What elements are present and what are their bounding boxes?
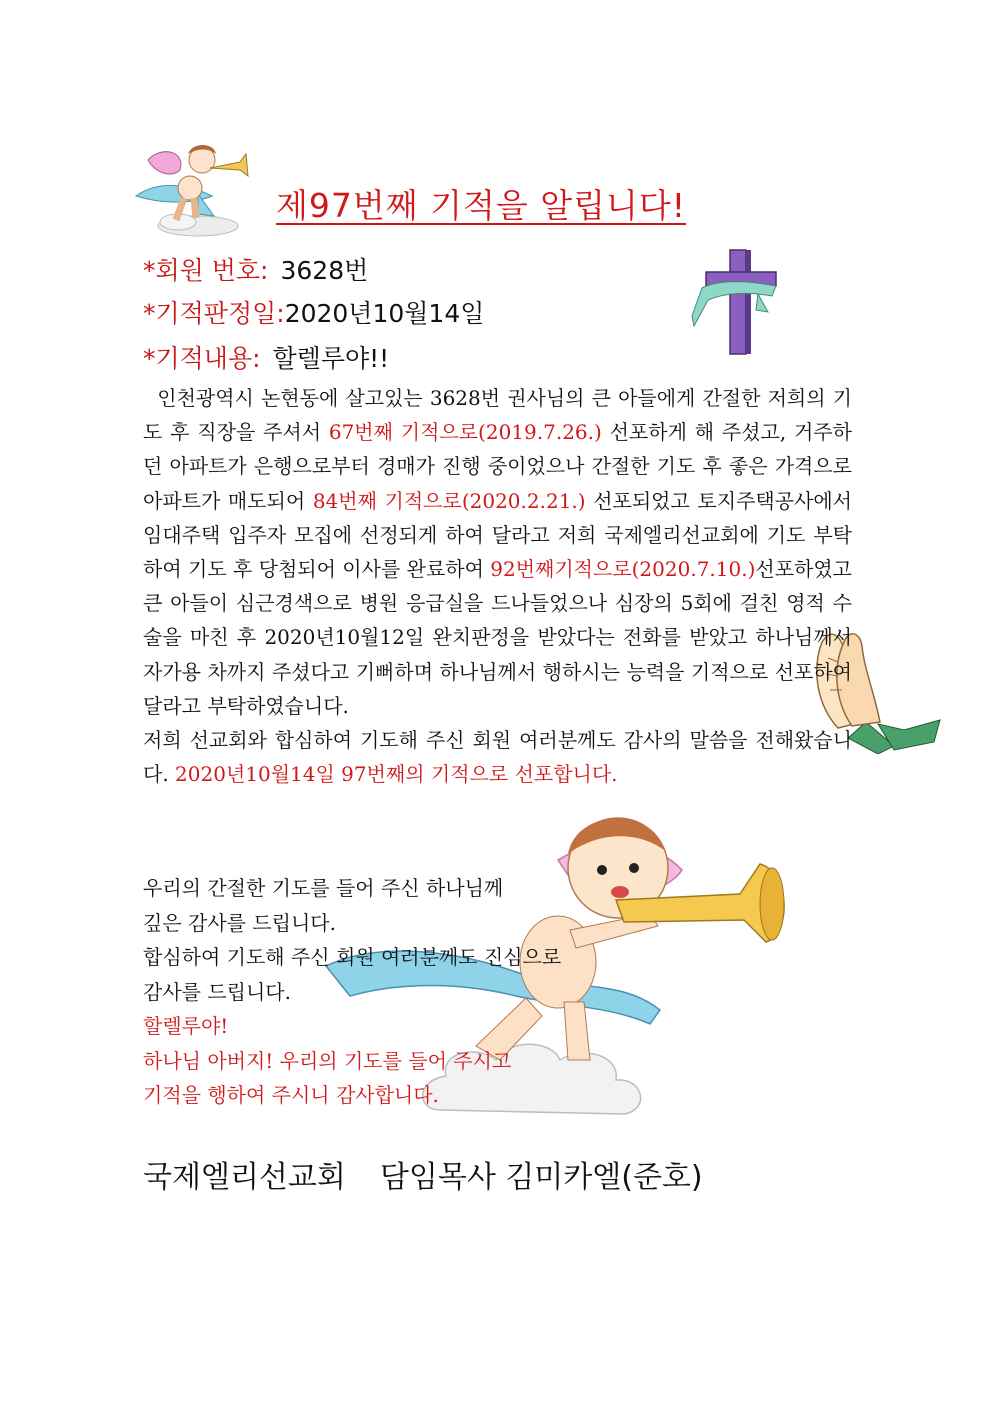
miracle-date-value: 2020년10월14일 xyxy=(284,299,485,328)
member-number-label: *회원 번호: xyxy=(143,256,269,285)
miracle-date-label: *기적판정일: xyxy=(143,299,285,328)
small-angel-icon xyxy=(128,140,250,240)
testimony-body xyxy=(143,381,852,791)
miracle-reference-92: 92번째기적으로(2020.7.10.) xyxy=(490,557,756,582)
miracle-reference-67: 67번째 기적으로(2019.7.26.) xyxy=(328,420,602,445)
organization-name: 국제엘리선교회 xyxy=(143,1160,346,1195)
signature xyxy=(143,1152,703,1196)
body-text: 선포하였고 큰 아들이 심근경색으로 병원 응급실을 드나들었으나 심장의 5회에 걸친 영적 수술을 마친 후 2020년10월12일 완치판정을 받았다는 전화를 받았고 하나님께서 자가용 차까지 주셨다고 기뻐하며 하나님께서 행하시는 능력을 기적으로 선포하여 달라고 부탁하였습니다. xyxy=(143,557,852,718)
member-number-value: 3628번 xyxy=(280,256,369,285)
hallelujah-line: 할렐루야! xyxy=(143,1014,229,1038)
body-text: 인천광역시 논현동에 살고있는 3628번 권사님의 큰 아들에게 간절한 저희의 기도 후 직장을 주셔서 xyxy=(143,386,853,445)
body-text: 선포되었고 토지주택공사에서 임대주택 입주자 모집에 선정되게 하여 달라고 저희 국제엘리선교회에 기도 부탁하여 기도 후 당첨되어 이사를 완료하여 xyxy=(143,488,852,582)
member-number-row xyxy=(143,251,368,287)
body-text: 저희 선교회와 합심하여 기도해 주신 회원 여러분께도 감사의 말씀을 전해왔습니다. xyxy=(143,728,852,787)
thanks-line: 합심하여 기도해 주신 회원 여러분께도 진심으로 xyxy=(143,945,562,969)
page-title: 제97번째 기적을 알립니다! xyxy=(276,186,686,225)
miracle-content-value: 할렐루야!! xyxy=(272,344,390,373)
cross-icon xyxy=(688,246,790,358)
thanks-line: 깊은 감사를 드립니다. xyxy=(143,910,336,935)
thanks-block xyxy=(143,871,561,1113)
miracle-reference-84: 84번째 기적으로(2020.2.21.) xyxy=(312,488,586,513)
miracle-content-label: *기적내용: xyxy=(143,344,261,373)
body-text: 선포하게 해 주셨고, 거주하던 아파트가 은행으로부터 경매가 진행 중이었으나 간절한 기도 후 좋은 가격으로 아파트가 매도되어 xyxy=(143,420,852,513)
miracle-declaration: 2020년10월14일 97번째의 기적으로 선포합니다. xyxy=(175,762,618,787)
miracle-content-row xyxy=(143,339,389,375)
thanks-line: 감사를 드립니다. xyxy=(143,979,291,1004)
thanks-line: 우리의 간절한 기도를 들어 주신 하나님께 xyxy=(143,876,504,900)
pastor-name: 담임목사 김미카엘(준호) xyxy=(379,1160,703,1195)
prayer-line: 기적을 행하여 주시니 감사합니다. xyxy=(143,1083,439,1107)
miracle-date-row xyxy=(143,294,484,330)
prayer-line: 하나님 아버지! 우리의 기도를 들어 주시고 xyxy=(143,1048,512,1073)
